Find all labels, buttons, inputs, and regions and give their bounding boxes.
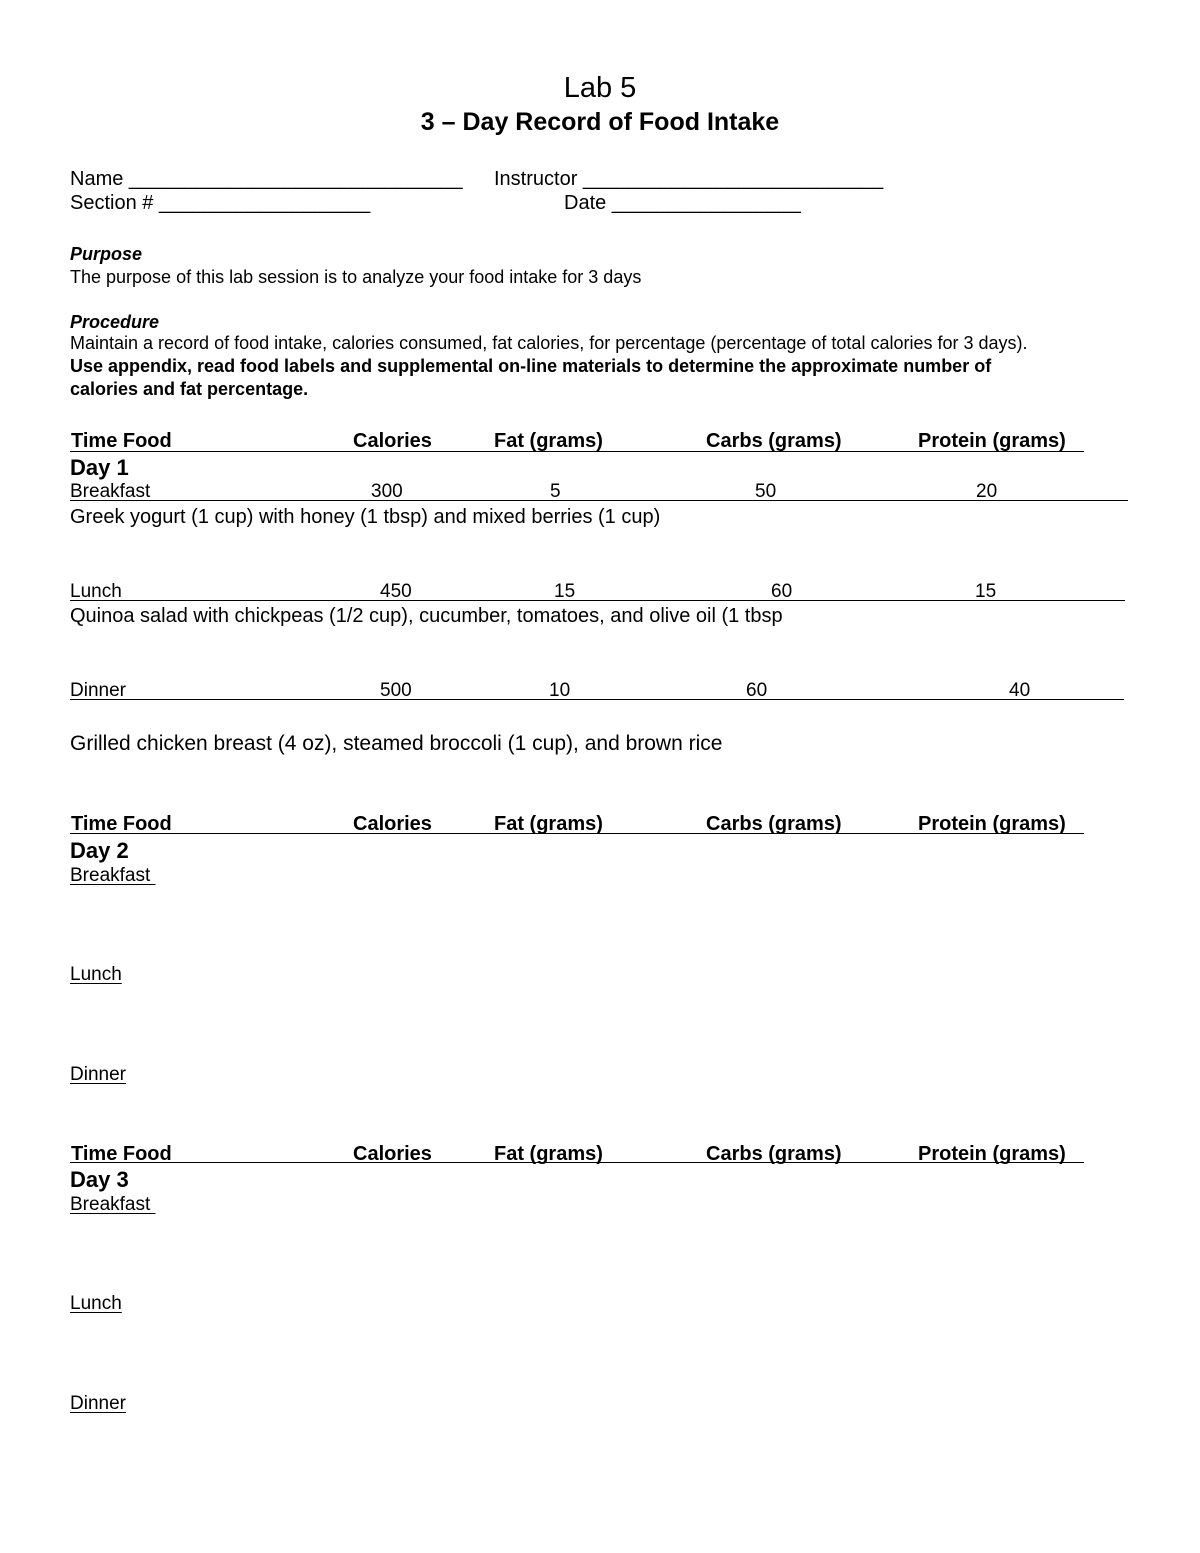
day3-lunch[interactable]: Lunch: [70, 1293, 122, 1314]
col-carbs: Carbs (grams): [706, 813, 842, 835]
col-calories: Calories: [353, 1143, 432, 1165]
col-time-food: Time Food: [71, 430, 172, 452]
col-carbs: Carbs (grams): [706, 430, 842, 452]
meal-description[interactable]: Quinoa salad with chickpeas (1/2 cup), cucumber, tomatoes, and olive oil (1 tbsp: [70, 605, 783, 627]
day1-label: Day 1: [70, 455, 129, 480]
section-field[interactable]: Section # ___________________: [70, 192, 371, 214]
meal-calories[interactable]: 500: [380, 680, 412, 701]
col-fat: Fat (grams): [494, 1143, 603, 1165]
header-underline: [70, 1162, 1084, 1163]
purpose-text: The purpose of this lab session is to analyze your food intake for 3 days: [70, 267, 642, 287]
row-underline: [70, 600, 1125, 601]
col-calories: Calories: [353, 813, 432, 835]
row-underline: [70, 699, 1124, 700]
col-protein: Protein (grams): [918, 430, 1066, 452]
purpose-heading: Purpose: [70, 244, 143, 264]
col-fat: Fat (grams): [494, 430, 603, 452]
date-field[interactable]: Date _________________: [564, 192, 801, 214]
meal-name: Lunch: [70, 581, 122, 602]
page-title: Lab 5: [563, 72, 637, 104]
meal-fat[interactable]: 5: [550, 481, 561, 502]
header-underline: [70, 451, 1084, 452]
col-time-food: Time Food: [71, 813, 172, 835]
day3-dinner[interactable]: Dinner: [70, 1393, 126, 1414]
meal-protein[interactable]: 20: [976, 481, 998, 502]
day2-label: Day 2: [70, 838, 129, 863]
meal-description[interactable]: Grilled chicken breast (4 oz), steamed broccoli (1 cup), and brown rice: [70, 732, 723, 755]
meal-description[interactable]: Greek yogurt (1 cup) with honey (1 tbsp) and mixed berries (1 cup): [70, 506, 661, 528]
meal-protein[interactable]: 40: [1009, 680, 1031, 701]
day3-label: Day 3: [70, 1167, 129, 1192]
col-time-food: Time Food: [71, 1143, 172, 1165]
procedure-bold-line-2: calories and fat percentage.: [70, 379, 309, 399]
col-fat: Fat (grams): [494, 813, 603, 835]
name-field[interactable]: Name ______________________________: [70, 168, 463, 190]
day2-breakfast[interactable]: Breakfast: [70, 865, 156, 886]
meal-carbs[interactable]: 60: [746, 680, 768, 701]
meal-protein[interactable]: 15: [975, 581, 997, 602]
meal-carbs[interactable]: 60: [771, 581, 793, 602]
meal-carbs[interactable]: 50: [755, 481, 777, 502]
meal-calories[interactable]: 300: [371, 481, 403, 502]
col-carbs: Carbs (grams): [706, 1143, 842, 1165]
procedure-text: Maintain a record of food intake, calories consumed, fat calories, for percentage (percentage of total calories for 3 days).: [70, 333, 1028, 353]
day3-breakfast[interactable]: Breakfast: [70, 1194, 156, 1215]
meal-name: Breakfast: [70, 481, 151, 502]
col-protein: Protein (grams): [918, 813, 1066, 835]
day2-lunch[interactable]: Lunch: [70, 964, 122, 985]
header-underline: [70, 833, 1084, 834]
meal-fat[interactable]: 10: [549, 680, 571, 701]
procedure-bold-line-1: Use appendix, read food labels and supplemental on-line materials to determine the approximate number of: [70, 356, 992, 376]
page-subtitle: 3 – Day Record of Food Intake: [420, 108, 780, 136]
day2-dinner[interactable]: Dinner: [70, 1064, 126, 1085]
row-underline: [70, 500, 1128, 501]
col-protein: Protein (grams): [918, 1143, 1066, 1165]
meal-fat[interactable]: 15: [554, 581, 576, 602]
meal-name: Dinner: [70, 680, 126, 701]
meal-calories[interactable]: 450: [380, 581, 412, 602]
procedure-heading: Procedure: [70, 312, 160, 332]
instructor-field[interactable]: Instructor ___________________________: [494, 168, 884, 190]
col-calories: Calories: [353, 430, 432, 452]
